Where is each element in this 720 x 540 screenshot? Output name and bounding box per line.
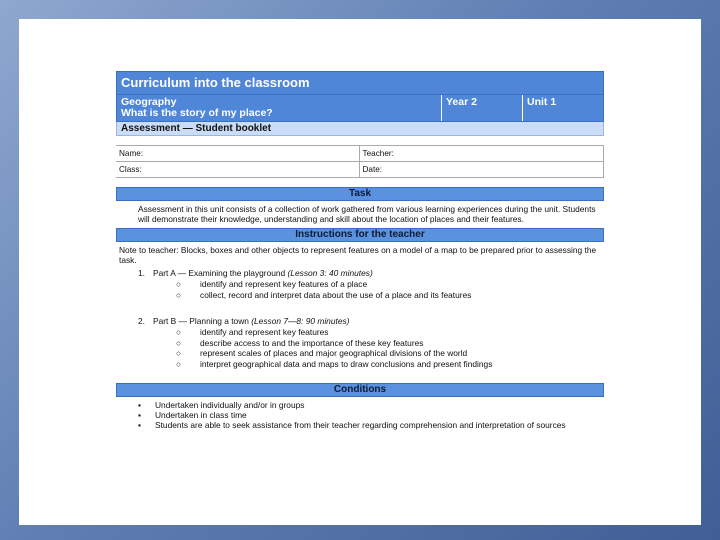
instructions-heading: Instructions for the teacher <box>116 228 604 242</box>
circle-bullet-icon: ○ <box>176 289 182 300</box>
part-b-list <box>138 327 604 369</box>
list-item: ○ collect, record and interpret data about the use of a place and its features <box>176 289 472 300</box>
task-heading: Task <box>116 187 604 201</box>
square-bullet-icon: ▪ <box>138 420 141 430</box>
task-body: Assessment in this unit consists of a collection of work gathered from various learning experiences during the unit. Students will demonstrate their knowledge, understanding and skill about the location of places and their features. <box>138 204 596 224</box>
part-b-title <box>138 316 604 326</box>
part-b-title-text: Part B — Planning a town <box>153 316 249 326</box>
list-item: ○ identify and represent key features of a place <box>176 279 368 289</box>
list-item: ○ interpret geographical data and maps to draw conclusions and present findings <box>176 358 493 369</box>
document-title: Curriculum into the classroom <box>116 71 604 95</box>
circle-bullet-icon: ○ <box>176 358 182 369</box>
square-bullet-icon: ▪ <box>138 400 141 410</box>
part-a <box>116 265 604 300</box>
part-a-list <box>138 279 604 300</box>
list-item: ▪ Undertaken individually and/or in groups <box>138 400 305 410</box>
slide-canvas <box>19 19 701 525</box>
date-field: Date: <box>362 165 383 174</box>
conditions-list <box>116 400 604 430</box>
part-a-lesson: (Lesson 3: 40 minutes) <box>287 268 373 278</box>
circle-bullet-icon: ○ <box>176 327 182 337</box>
list-item: ○ identify and represent key features <box>176 327 329 337</box>
name-field: Name: <box>116 146 360 161</box>
teacher-field: Teacher: <box>362 149 394 158</box>
info-row <box>116 146 603 162</box>
circle-bullet-icon: ○ <box>176 348 182 358</box>
list-item: ▪ Students are able to seek assistance from their teacher regarding comprehension and interpretation of sources <box>138 420 566 430</box>
student-info-table <box>116 145 604 178</box>
unit-cell: Unit 1 <box>527 96 557 108</box>
part-a-title-text: Part A — Examining the playground <box>153 268 286 278</box>
subject-header <box>116 95 604 122</box>
subject-name: Geography <box>121 96 177 108</box>
info-row <box>116 162 603 178</box>
part-b <box>116 313 604 369</box>
teacher-note: Note to teacher: Blocks, boxes and other objects to represent features on a model of a map to be prepared prior to assessing the task. <box>119 245 597 265</box>
part-a-title <box>138 268 604 278</box>
class-field: Class: <box>116 162 360 177</box>
square-bullet-icon: ▪ <box>138 410 141 420</box>
part-b-lesson: (Lesson 7—8: 90 minutes) <box>251 316 350 326</box>
list-item: ○ represent scales of places and major geographical divisions of the world <box>176 348 468 358</box>
assessment-subtitle: Assessment — Student booklet <box>116 122 604 136</box>
year-cell: Year 2 <box>442 95 523 121</box>
circle-bullet-icon: ○ <box>176 337 182 348</box>
part-b-number: 2. <box>138 316 145 326</box>
part-a-number: 1. <box>138 268 145 278</box>
conditions-heading: Conditions <box>116 383 604 397</box>
circle-bullet-icon: ○ <box>176 279 182 289</box>
subject-cell <box>117 95 442 121</box>
list-item: ▪ Undertaken in class time <box>138 410 247 420</box>
unit-question: What is the story of my place? <box>121 107 273 119</box>
document-page <box>116 71 604 430</box>
list-item: ○ describe access to and the importance of these key features <box>176 337 424 348</box>
